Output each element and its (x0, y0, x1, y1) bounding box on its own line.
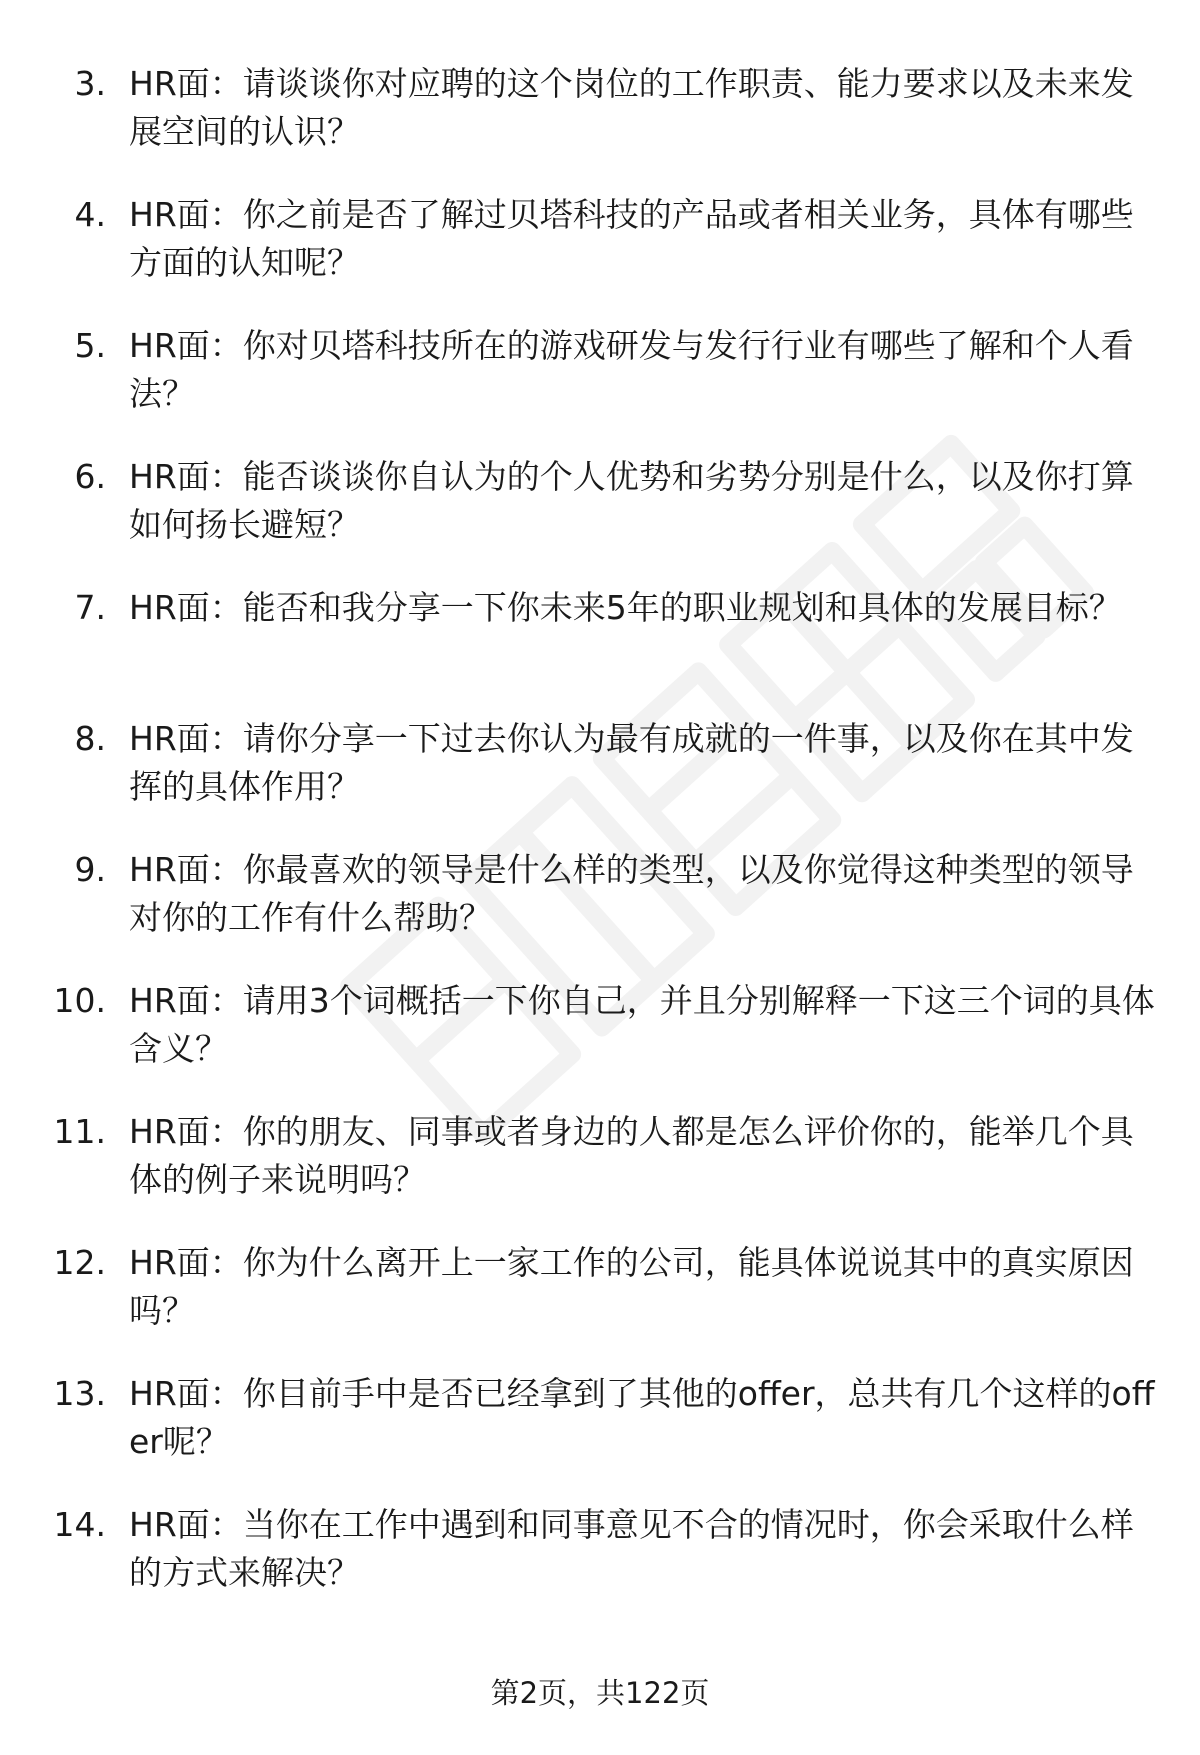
question-number: 9. (74, 850, 106, 889)
question-number: 10. (53, 981, 106, 1020)
list-item (0, 1501, 1200, 1632)
question-body (129, 715, 1159, 811)
question-text: 能否谈谈你自认为的个人优势和劣势分别是什么，以及你打算如何扬长避短？ (129, 457, 1134, 544)
question-body (129, 322, 1159, 418)
question-prefix: HR面： (129, 588, 243, 627)
question-text: 你最喜欢的领导是什么样的类型，以及你觉得这种类型的领导对你的工作有什么帮助？ (129, 850, 1134, 937)
list-item (0, 60, 1200, 191)
list-item (0, 977, 1200, 1108)
question-text: 请谈谈你对应聘的这个岗位的工作职责、能力要求以及未来发展空间的认识？ (129, 64, 1134, 151)
question-body (129, 584, 1159, 632)
question-body (129, 1108, 1159, 1204)
question-number: 7. (74, 588, 106, 627)
question-text: 请用3个词概括一下你自己，并且分别解释一下这三个词的具体含义？ (129, 981, 1155, 1068)
question-prefix: HR面： (129, 195, 243, 234)
question-number: 13. (53, 1374, 106, 1413)
question-prefix: HR面： (129, 1112, 243, 1151)
question-prefix: HR面： (129, 64, 243, 103)
question-prefix: HR面： (129, 1505, 243, 1544)
question-text: 你之前是否了解过贝塔科技的产品或者相关业务，具体有哪些方面的认知呢？ (129, 195, 1134, 282)
question-number: 6. (74, 457, 106, 496)
page-number: 第2页，共122页 (490, 1676, 710, 1710)
question-number: 5. (74, 326, 106, 365)
question-list (0, 60, 1200, 1632)
question-text: 你目前手中是否已经拿到了其他的offer，总共有几个这样的offer呢？ (129, 1374, 1155, 1461)
question-text: 你对贝塔科技所在的游戏研发与发行行业有哪些了解和个人看法？ (129, 326, 1134, 413)
list-item (0, 584, 1200, 715)
question-text: 当你在工作中遇到和同事意见不合的情况时，你会采取什么样的方式来解决？ (129, 1505, 1134, 1592)
question-body (129, 1370, 1159, 1466)
question-prefix: HR面： (129, 1374, 243, 1413)
question-body (129, 1239, 1159, 1335)
question-prefix: HR面： (129, 457, 243, 496)
question-number: 11. (53, 1112, 106, 1151)
question-number: 3. (74, 64, 106, 103)
question-body (129, 1501, 1159, 1597)
list-item (0, 453, 1200, 584)
question-body (129, 453, 1159, 549)
question-prefix: HR面： (129, 719, 243, 758)
list-item (0, 1239, 1200, 1370)
question-prefix: HR面： (129, 326, 243, 365)
question-number: 8. (74, 719, 106, 758)
list-item (0, 1108, 1200, 1239)
question-body (129, 977, 1159, 1073)
list-item (0, 715, 1200, 846)
question-prefix: HR面： (129, 1243, 243, 1282)
question-body (129, 60, 1159, 156)
question-number: 4. (74, 195, 106, 234)
question-text: 你的朋友、同事或者身边的人都是怎么评价你的，能举几个具体的例子来说明吗？ (129, 1112, 1134, 1199)
list-item (0, 1370, 1200, 1501)
question-body (129, 846, 1159, 942)
question-prefix: HR面： (129, 981, 243, 1020)
question-text: 能否和我分享一下你未来5年的职业规划和具体的发展目标？ (242, 588, 1122, 627)
question-prefix: HR面： (129, 850, 243, 889)
question-text: 你为什么离开上一家工作的公司，能具体说说其中的真实原因吗？ (129, 1243, 1134, 1330)
list-item (0, 322, 1200, 453)
question-text: 请你分享一下过去你认为最有成就的一件事，以及你在其中发挥的具体作用？ (129, 719, 1134, 806)
question-body (129, 191, 1159, 287)
list-item (0, 846, 1200, 977)
question-number: 12. (53, 1243, 106, 1282)
list-item (0, 191, 1200, 322)
question-number: 14. (53, 1505, 106, 1544)
